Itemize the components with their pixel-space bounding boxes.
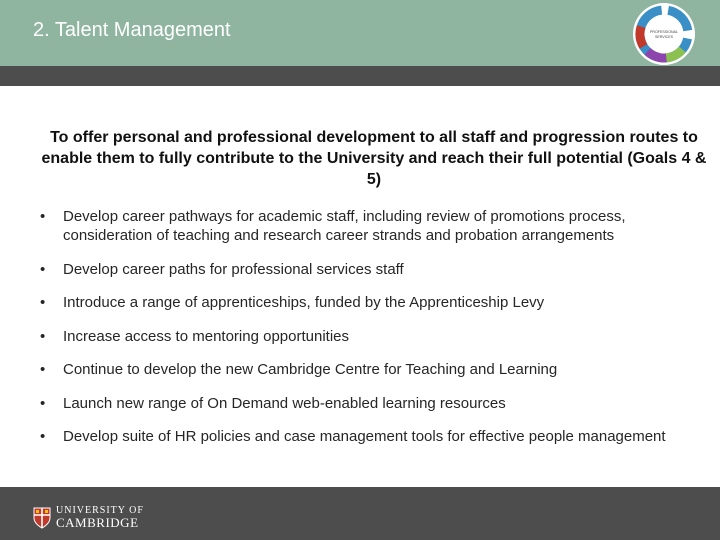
university-line-1: UNIVERSITY OF [56, 505, 144, 516]
slide-title: 2. Talent Management [33, 19, 231, 41]
bullet-dot: • [40, 208, 46, 225]
university-wordmark [56, 505, 144, 529]
bullet-dot: • [40, 260, 46, 278]
bullet-text: Develop career paths for professional services staff [63, 260, 404, 278]
list-item [40, 293, 708, 312]
bullet-dot: • [40, 428, 46, 445]
bullet-dot: • [40, 294, 46, 311]
bullet-text: Continue to develop the new Cambridge Centre for Teaching and Learning [63, 361, 558, 378]
intro-heading: To offer personal and professional development to all staff and progression routes to enable them to fully contribute to the University and reach their full potential (Goals 4 & 5) [41, 129, 707, 188]
university-line-2: CAMBRIDGE [56, 515, 139, 530]
bullet-dot: • [40, 394, 46, 412]
list-item [40, 360, 708, 379]
bullet-text: Increase access to mentoring opportunities [63, 327, 349, 345]
list-item [40, 394, 708, 413]
list-item [40, 207, 708, 245]
bullet-dot: • [40, 327, 46, 345]
bullet-text: Develop career pathways for academic staff, including review of promotions process, consideration of teaching and research career strands and probation arrangements [63, 208, 626, 244]
header-divider-band [0, 66, 720, 86]
bullet-text: Develop suite of HR policies and case management tools for effective people management [63, 428, 666, 445]
logo-center-text-2: SERVICES [654, 35, 674, 39]
bullet-list [40, 207, 708, 461]
slide-header [0, 0, 720, 66]
list-item [40, 260, 708, 279]
bullet-text: Introduce a range of apprenticeships, funded by the Apprenticeship Levy [63, 294, 545, 311]
list-item [40, 427, 708, 446]
university-shield-icon [33, 507, 51, 529]
bullet-text: Launch new range of On Demand web-enabled learning resources [63, 394, 506, 412]
bullet-dot: • [40, 361, 46, 378]
logo-center-text-1: PROFESSIONAL [650, 30, 678, 34]
slide-footer [0, 487, 720, 540]
list-item [40, 327, 708, 346]
strategy-wheel-icon [632, 2, 696, 66]
